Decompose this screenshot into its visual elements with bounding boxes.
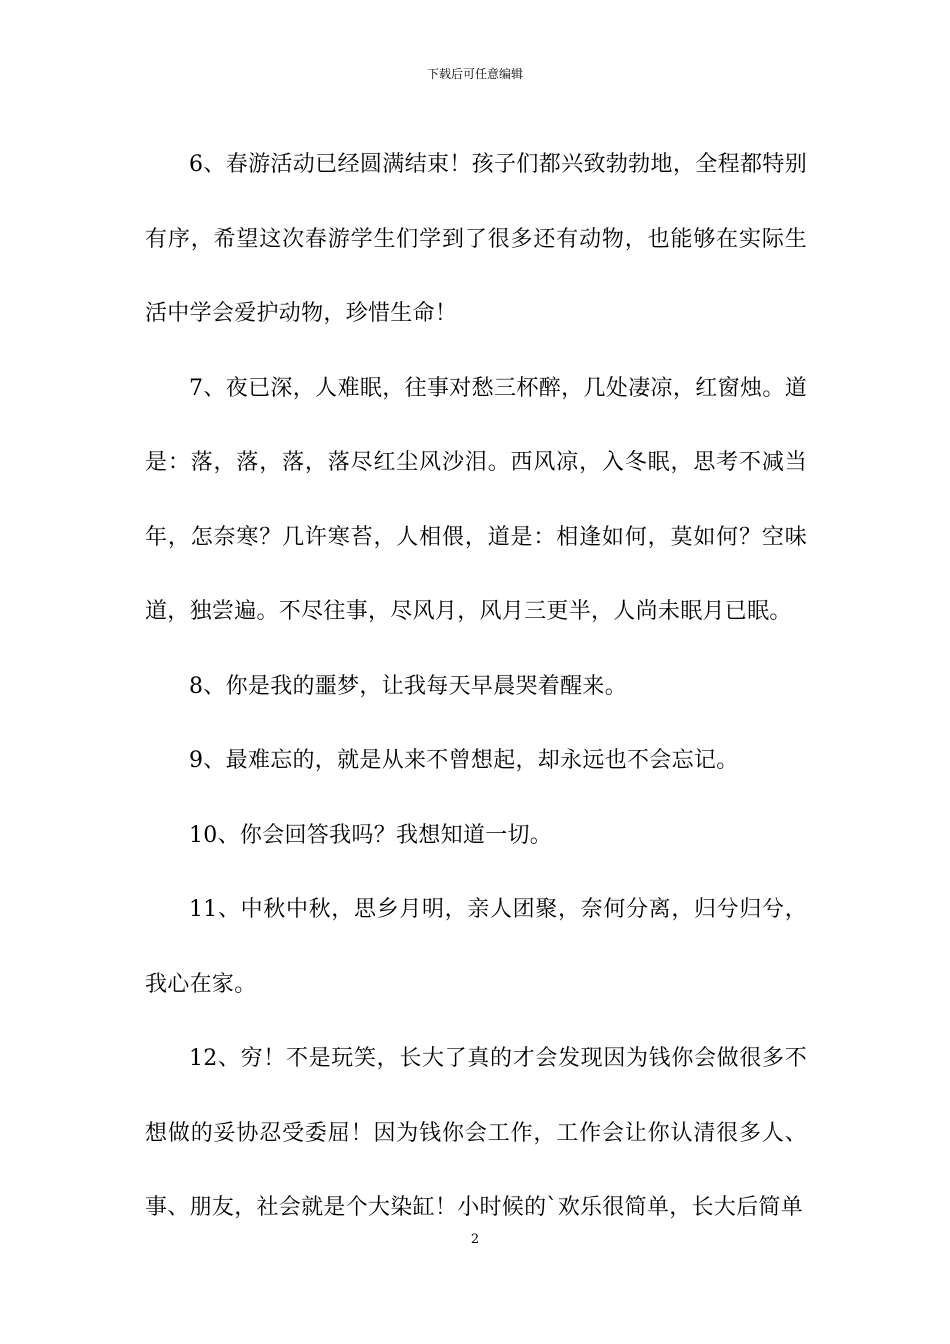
page-header: 下载后可任意编辑 (426, 67, 523, 81)
paragraph-12: 12、穷！不是玩笑，长大了真的才会发现因为钱你会做很多不想做的妥协忍受委屈！因为钱你会工作，工作会让你认清很多人、事、朋友，社会就是个大染缸！小时候的`欢乐很简单，长大后简单 (145, 1046, 807, 1220)
paragraph-9: 9、最难忘的，就是从来不曾想起，却永远也不会忘记。 (189, 748, 739, 773)
paragraph-11: 11、中秋中秋，思乡月明，亲人团聚，奈何分离，归兮归兮，我心在家。 (145, 897, 807, 997)
paragraph-6: 6、春游活动已经圆满结束！孩子们都兴致勃勃地，全程都特别有序，希望这次春游学生们学到了很多还有动物，也能够在实际生活中学会爱护动物，珍惜生命！ (145, 152, 807, 326)
paragraph-10: 10、你会回答我吗？我想知道一切。 (189, 822, 553, 848)
paragraph-7: 7、夜已深，人难眠，往事对愁三杯醉，几处凄凉，红窗烛。道是：落，落，落，落尽红尘风沙泪。西风凉，入冬眠，思考不减当年，怎奈寒？几许寒苔，人相偎，道是：相逢如何，莫如何？空味道，独尝遍。不尽往事，尽风月，风月三更半，人尚未眠月已眠。 (145, 375, 807, 624)
paragraph-8: 8、你是我的噩梦，让我每天早晨哭着醒来。 (189, 673, 627, 699)
document-body (145, 128, 807, 1246)
page-number: 2 (470, 1232, 480, 1247)
